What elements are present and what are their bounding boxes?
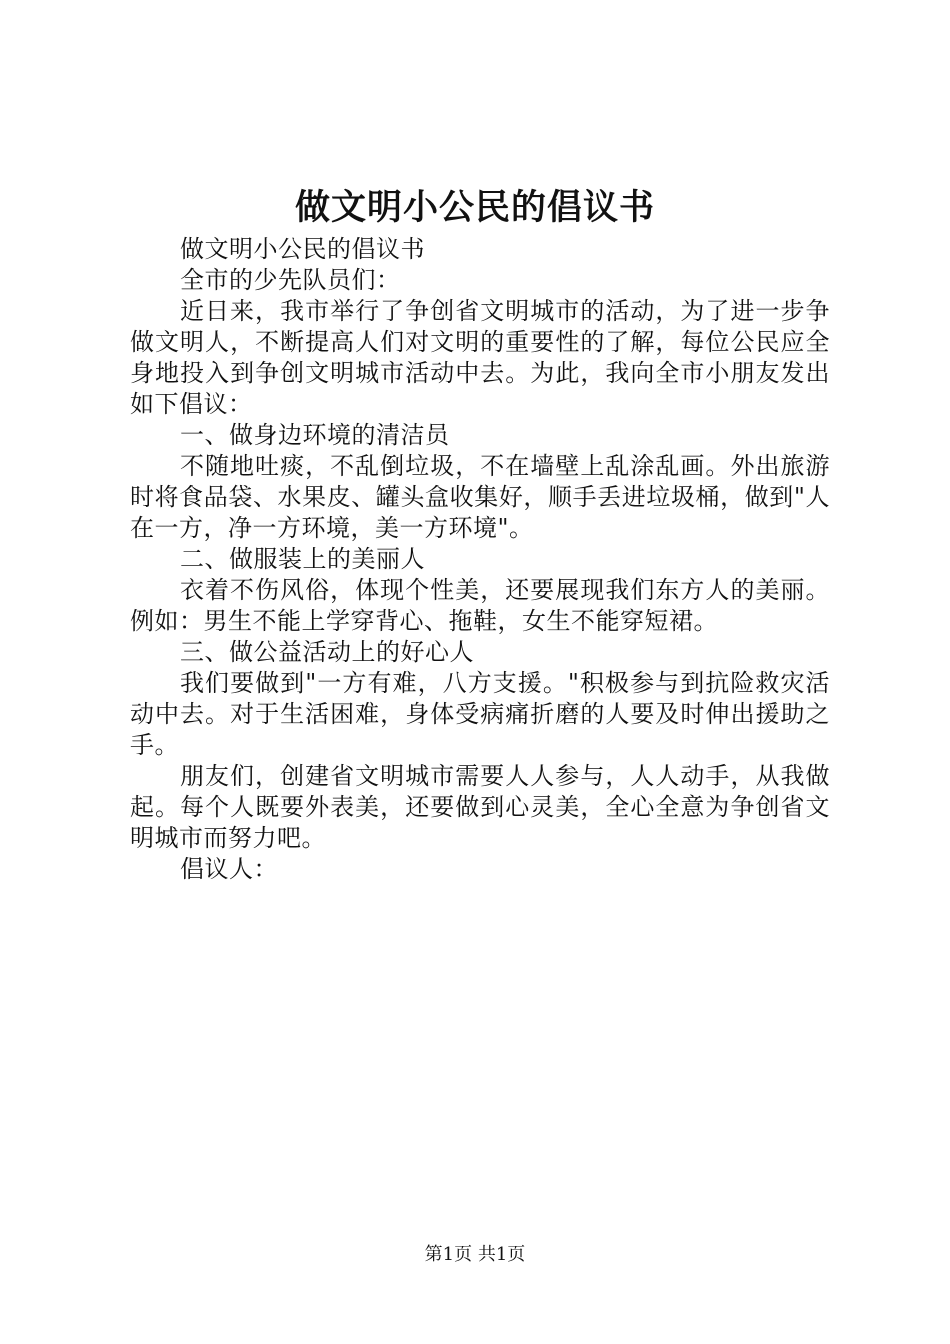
closing-paragraph: 朋友们，创建省文明城市需要人人参与，人人动手，从我做起。每个人既要外表美，还要做到心灵美，全心全意为争创省文明城市而努力吧。: [130, 762, 830, 852]
section-paragraph-1: 不随地吐痰，不乱倒垃圾，不在墙壁上乱涂乱画。外出旅游时将食品袋、水果皮、罐头盒收集好，顺手丢进垃圾桶，做到"人在一方，净一方环境，美一方环境"。: [130, 452, 830, 542]
section-paragraph-2: 衣着不伤风俗，体现个性美，还要展现我们东方人的美丽。例如：男生不能上学穿背心、拖鞋，女生不能穿短裙。: [130, 576, 830, 635]
section-heading-2: 二、做服装上的美丽人: [180, 545, 425, 573]
page-footer: 第1页 共1页: [424, 1244, 526, 1265]
document-title: 做文明小公民的倡议书: [294, 187, 655, 228]
signature-line: 倡议人：: [180, 855, 278, 883]
section-paragraph-3: 我们要做到"一方有难，八方支援。"积极参与到抗险救灾活动中去。对于生活困难，身体受病痛折磨的人要及时伸出援助之手。: [130, 669, 830, 759]
document-body: [130, 234, 830, 885]
subtitle-line: 做文明小公民的倡议书: [180, 235, 425, 263]
section-heading-3: 三、做公益活动上的好心人: [180, 638, 474, 666]
intro-paragraph: 近日来，我市举行了争创省文明城市的活动，为了进一步争做文明人，不断提高人们对文明的重要性的了解，每位公民应全身地投入到争创文明城市活动中去。为此，我向全市小朋友发出如下倡议：: [130, 297, 830, 418]
salutation: 全市的少先队员们：: [180, 266, 401, 294]
section-heading-1: 一、做身边环境的清洁员: [180, 421, 450, 449]
